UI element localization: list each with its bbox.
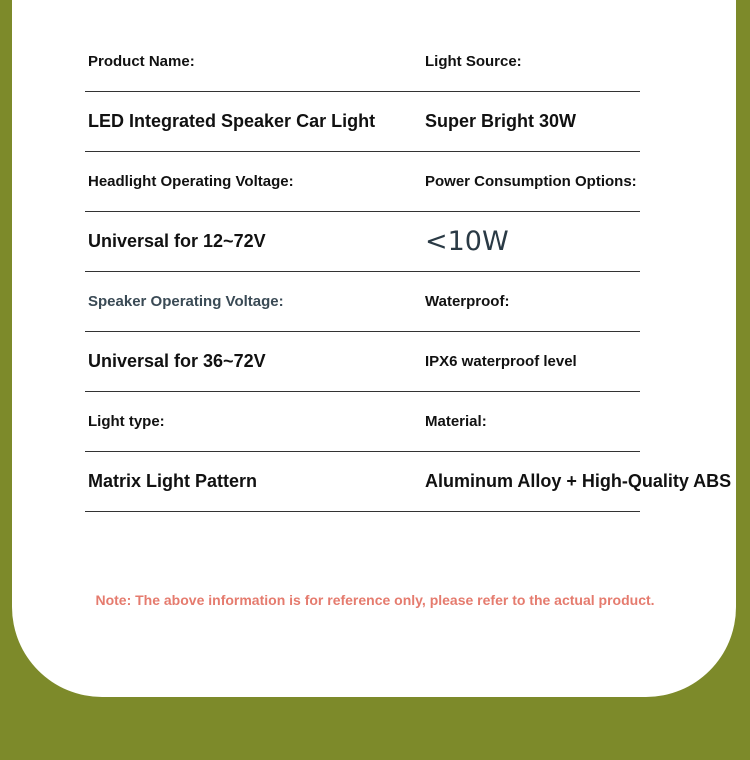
waterproof-label: Waterproof: <box>425 293 510 310</box>
material-label: Material: <box>425 413 487 430</box>
product-name-label: Product Name: <box>88 53 195 70</box>
light-source-value: Super Bright 30W <box>425 111 577 131</box>
spec-table <box>85 32 732 512</box>
spec-label-row <box>85 32 640 92</box>
speaker-voltage-value: Universal for 36~72V <box>88 351 266 371</box>
power-consumption-value: <10W <box>425 226 509 257</box>
headlight-voltage-value: Universal for 12~72V <box>88 231 266 251</box>
light-type-label: Light type: <box>88 413 165 430</box>
reference-note: Note: The above information is for reference only, please refer to the actual product. <box>95 592 655 608</box>
power-consumption-label: Power Consumption Options: <box>425 173 637 190</box>
headlight-voltage-label: Headlight Operating Voltage: <box>88 173 294 190</box>
spec-label-row <box>85 152 640 212</box>
product-name-value: LED Integrated Speaker Car Light <box>88 111 376 131</box>
waterproof-value: IPX6 waterproof level <box>425 353 577 370</box>
spec-value-row <box>85 452 732 512</box>
spec-label-row <box>85 392 640 452</box>
spec-value-row <box>85 332 640 392</box>
speaker-voltage-label: Speaker Operating Voltage: <box>88 293 284 310</box>
spec-value-row <box>85 212 640 272</box>
light-source-label: Light Source: <box>425 53 522 70</box>
spec-label-row <box>85 272 640 332</box>
material-value: Aluminum Alloy + High-Quality ABS <box>425 471 732 491</box>
spec-value-row <box>85 92 640 152</box>
light-type-value: Matrix Light Pattern <box>88 471 258 491</box>
